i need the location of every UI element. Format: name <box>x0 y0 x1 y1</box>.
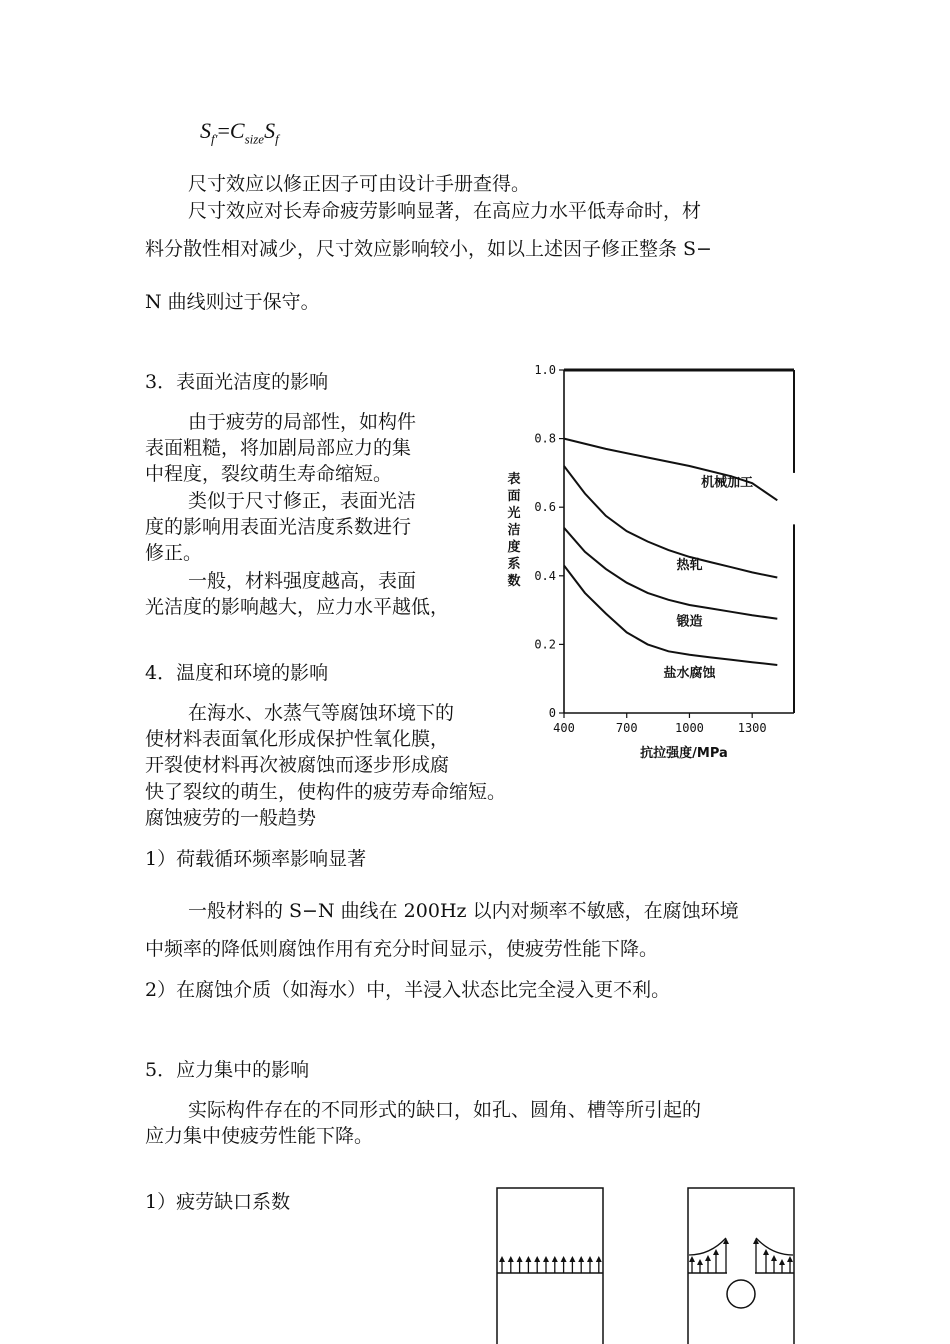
stress-arrow-head <box>561 1256 567 1262</box>
hole-stress-diagram <box>680 1185 805 1344</box>
paragraph-line: 类似于尺寸修正，表面光洁 <box>188 490 417 512</box>
y-tick-label: 0 <box>548 706 556 720</box>
uniform-stress-diagram <box>490 1185 610 1344</box>
series-label: 热轧 <box>676 557 703 573</box>
section-3-title: 3．表面光洁度的影响 <box>145 371 329 393</box>
x-tick-label: 400 <box>553 721 575 735</box>
series-label: 锻造 <box>676 614 703 630</box>
paragraph-line: 在海水、水蒸气等腐蚀环境下的 <box>188 702 455 724</box>
paragraph-line: 光洁度的影响越大，应力水平越低， <box>145 596 450 618</box>
paragraph-line: 一般材料的 S−N 曲线在 200Hz 以内对频率不敏感，在腐蚀环境 <box>188 900 739 922</box>
series-line <box>564 439 777 501</box>
y-tick-label: 1.0 <box>534 363 556 377</box>
stress-arrow-head <box>534 1256 540 1262</box>
stress-arrow-head <box>779 1259 785 1265</box>
stress-arrow-head <box>763 1249 769 1255</box>
paragraph: 尺寸效应以修正因子可由设计手册查得。 <box>188 173 531 195</box>
paragraph-line: 实际构件存在的不同形式的缺口，如孔、圆角、槽等所引起的 <box>188 1099 702 1121</box>
section-4-title: 4．温度和环境的影响 <box>145 662 329 684</box>
stress-arrow-head <box>525 1256 531 1262</box>
series-label: 盐水腐蚀 <box>663 665 716 681</box>
paragraph-line: 开裂使材料再次被腐蚀而逐步形成腐 <box>145 754 450 776</box>
paragraph-line: 中程度，裂纹萌生寿命缩短。 <box>145 463 393 485</box>
stress-envelope <box>689 1238 726 1255</box>
paragraph-line: 料分散性相对减少，尺寸效应影响较小，如以上述因子修正整条 S− <box>145 238 712 260</box>
stress-arrow-head <box>517 1256 523 1262</box>
paragraph-line: 腐蚀疲劳的一般趋势 <box>145 807 317 829</box>
paragraph-line: 快了裂纹的萌生，使构件的疲劳寿命缩短。 <box>145 781 507 803</box>
section-5-title: 5．应力集中的影响 <box>145 1059 310 1081</box>
series-label: 机械加工 <box>701 475 754 491</box>
stress-arrow-head <box>689 1256 695 1262</box>
x-tick-label: 1000 <box>675 721 704 735</box>
surface-finish-chart <box>500 355 820 765</box>
stress-arrow-head <box>787 1256 793 1262</box>
stress-arrow-head <box>771 1255 777 1261</box>
stress-arrow-head <box>578 1256 584 1262</box>
stress-arrow-head <box>552 1256 558 1262</box>
paragraph-line: 尺寸效应对长寿命疲劳影响显著，在高应力水平低寿命时，材 <box>188 200 702 222</box>
paragraph-line: N 曲线则过于保守。 <box>145 291 320 313</box>
y-tick-label: 0.8 <box>534 431 556 446</box>
list-item: 1）疲劳缺口系数 <box>145 1191 291 1213</box>
stress-arrow-head <box>587 1256 593 1262</box>
paragraph-line: 使材料表面氧化形成保护性氧化膜， <box>145 728 450 750</box>
series-line <box>564 566 777 666</box>
y-tick-label: 0.4 <box>534 568 556 583</box>
x-tick-label: 700 <box>615 721 638 735</box>
stress-arrow-head <box>596 1256 602 1262</box>
equation: $S_{f'}=C_{size}S_f$ <box>200 118 279 147</box>
stress-arrow-head <box>705 1255 711 1261</box>
y-axis-label: 表面光洁度系数 <box>507 472 521 589</box>
stress-arrow-head <box>499 1256 505 1262</box>
paragraph-line: 中频率的降低则腐蚀作用有充分时间显示，使疲劳性能下降。 <box>145 938 659 960</box>
y-tick-label: 0.2 <box>534 637 556 652</box>
x-axis-label: 抗拉强度/MPa <box>640 746 728 761</box>
paragraph-line: 由于疲劳的局部性，如构件 <box>188 411 417 433</box>
paragraph-line: 修正。 <box>145 542 203 564</box>
paragraph-line: 应力集中使疲劳性能下降。 <box>145 1125 374 1147</box>
list-item: 2）在腐蚀介质（如海水）中，半浸入状态比完全浸入更不利。 <box>145 979 671 1001</box>
paragraph-line: 一般，材料强度越高，表面 <box>188 570 417 592</box>
list-item: 1）荷载循环频率影响显著 <box>145 848 367 870</box>
paragraph-line: 表面粗糙，将加剧局部应力的集 <box>145 437 412 459</box>
paragraph-line: 度的影响用表面光洁度系数进行 <box>145 516 412 538</box>
stress-arrow-head <box>569 1256 575 1262</box>
x-tick-label: 1300 <box>737 721 767 735</box>
stress-arrow-head <box>697 1259 703 1265</box>
stress-arrow-head <box>713 1249 719 1255</box>
y-tick-label: 0.6 <box>534 500 556 515</box>
stress-arrow-head <box>508 1256 514 1262</box>
stress-envelope <box>756 1238 793 1255</box>
stress-arrow-head <box>543 1256 549 1262</box>
